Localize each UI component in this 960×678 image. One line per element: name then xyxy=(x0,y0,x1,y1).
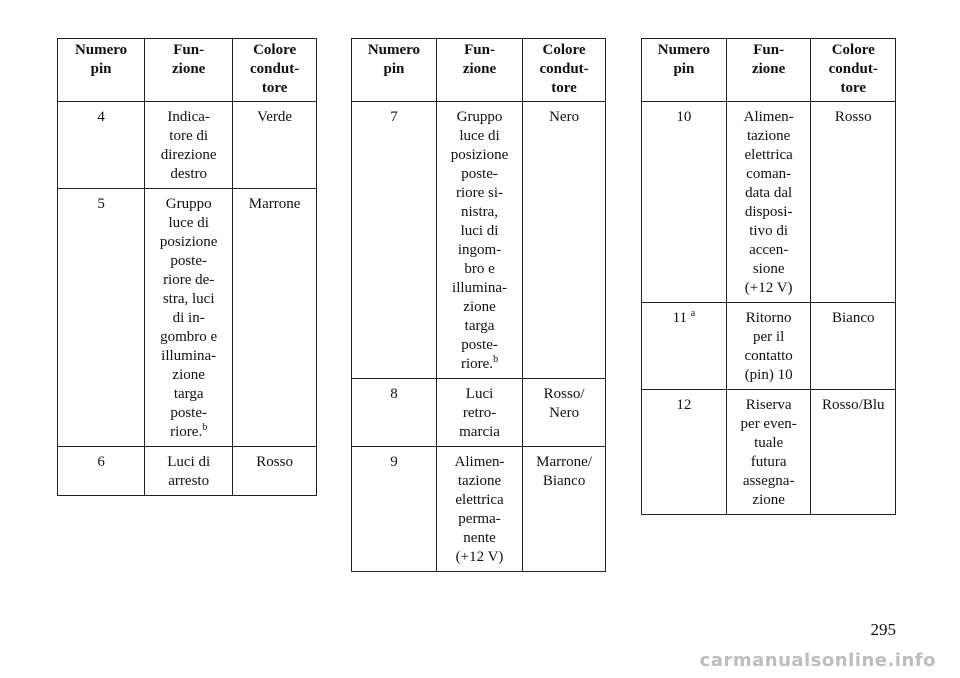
pin-number: 10 xyxy=(642,102,727,303)
wire-color: Rosso xyxy=(233,447,317,496)
table-row xyxy=(58,189,317,447)
wire-color: Rosso xyxy=(811,102,896,303)
header-function: Fun- zione xyxy=(436,39,522,102)
footnote-marker: a xyxy=(690,308,696,319)
table-row xyxy=(352,102,606,379)
header-pin: Numero pin xyxy=(642,39,727,102)
wire-color: Rosso/Blu xyxy=(811,390,896,515)
pin-table-3 xyxy=(641,38,896,515)
pin-number: 7 xyxy=(352,102,437,379)
table-row xyxy=(642,390,896,515)
wire-color: Rosso/ Nero xyxy=(523,379,606,447)
pin-number: 12 xyxy=(642,390,727,515)
pin-number: 4 xyxy=(58,102,145,189)
table-row xyxy=(352,447,606,572)
table-row xyxy=(642,303,896,390)
watermark: carmanualsonline.info xyxy=(699,650,936,671)
pin-table-2 xyxy=(351,38,606,572)
footnote-marker: b xyxy=(202,422,208,433)
pin-function: Luci di arresto xyxy=(145,447,233,496)
pin-number: 8 xyxy=(352,379,437,447)
wire-color: Nero xyxy=(523,102,606,379)
footnote-marker: b xyxy=(493,354,499,365)
wire-color: Verde xyxy=(233,102,317,189)
table-row xyxy=(58,447,317,496)
pin-function: Riserva per even- tuale futura assegna- zione xyxy=(726,390,811,515)
pin-number: 5 xyxy=(58,189,145,447)
wire-color: Marrone xyxy=(233,189,317,447)
pin-table-1 xyxy=(57,38,317,496)
pin-number: 6 xyxy=(58,447,145,496)
pin-function: Alimen- tazione elettrica perma- nente (+12 V) xyxy=(436,447,522,572)
header-color: Colore condut- tore xyxy=(811,39,896,102)
header-color: Colore condut- tore xyxy=(233,39,317,102)
header-function: Fun- zione xyxy=(145,39,233,102)
header-function: Fun- zione xyxy=(726,39,811,102)
pin-number: 11 $^a$ xyxy=(642,303,727,390)
header-color: Colore condut- tore xyxy=(523,39,606,102)
pin-function: Gruppo luce di posizione poste- riore si- nistra, luci di ingom- bro e illumina- zione targa poste- riore.$^b$ xyxy=(436,102,522,379)
wire-color: Marrone/ Bianco xyxy=(523,447,606,572)
table-row xyxy=(58,102,317,189)
header-pin: Numero pin xyxy=(352,39,437,102)
page-number: 295 xyxy=(870,620,896,639)
pin-function: Ritorno per il contatto (pin) 10 xyxy=(726,303,811,390)
table-row xyxy=(642,102,896,303)
pin-function: Indica- tore di direzione destro xyxy=(145,102,233,189)
pin-number: 9 xyxy=(352,447,437,572)
pin-function: Gruppo luce di posizione poste- riore de- stra, luci di in- gombro e illumina- zione targa poste- riore.$^b$ xyxy=(145,189,233,447)
wire-color: Bianco xyxy=(811,303,896,390)
pin-function: Luci retro- marcia xyxy=(436,379,522,447)
table-row xyxy=(352,379,606,447)
header-pin: Numero pin xyxy=(58,39,145,102)
pin-function: Alimen- tazione elettrica coman- data dal disposi- tivo di accen- sione (+12 V) xyxy=(726,102,811,303)
